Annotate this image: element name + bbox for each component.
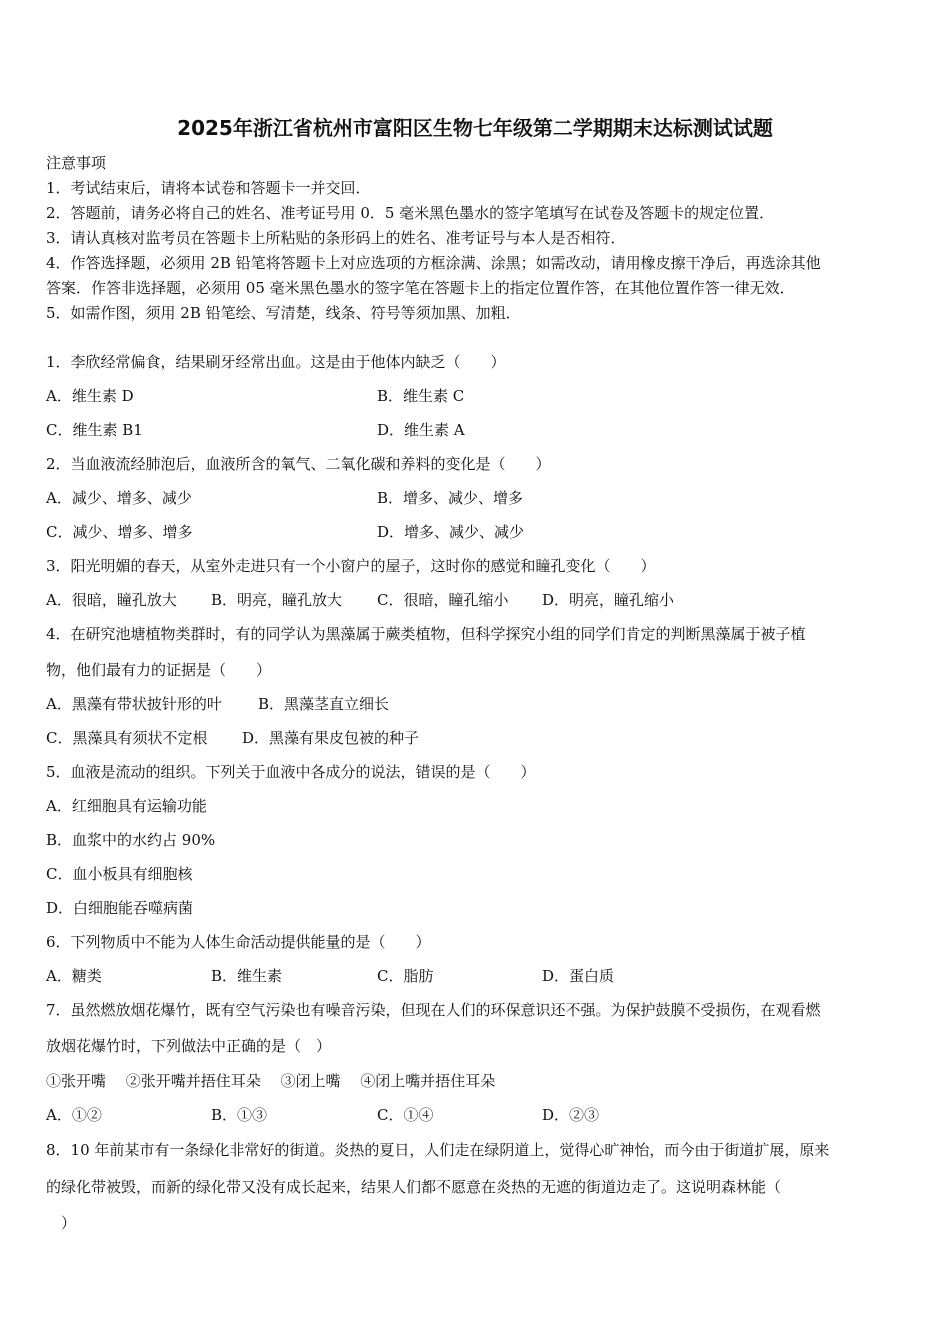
option-d: D．②③ [542,1106,600,1124]
option-d: D．明亮，瞳孔缩小 [542,591,675,609]
option-a: A．减少、增多、减少 [46,489,192,507]
notice-item: 3．请认真核对监考员在答题卡上所粘贴的条形码上的姓名、准考证号与本人是否相符． [46,229,626,247]
option-c: C．减少、增多、增多 [46,523,193,541]
option-b: B．①③ [211,1106,268,1124]
question-7-stem: 7．虽然燃放烟花爆竹，既有空气污染也有噪音污染，但现在人们的环保意识还不强。为保护鼓膜不受损伤，在观看燃 [46,1001,821,1019]
option-a: A．红细胞具有运输功能 [46,797,207,815]
option-a: A．①② [46,1106,102,1124]
option-b: B．维生素 C [377,387,465,405]
notice-item: 5．如需作图，须用 2B 铅笔绘、写清楚，线条、符号等须加黑、加粗． [46,304,521,322]
option-d: D．白细胞能吞噬病菌 [46,899,194,917]
notice-item: 答案．作答非选择题，必须用 05 毫米黑色墨水的签字笔在答题卡上的指定位置作答，在其他位置作答一律无效． [46,279,795,297]
option-c: C．维生素 B1 [46,421,143,439]
option-c: C．很暗，瞳孔缩小 [377,591,509,609]
notice-item: 2．答题前，请务必将自己的姓名、准考证号用 0．5 毫米黑色墨水的签字笔填写在试卷及答题卡的规定位置． [46,204,775,222]
option-a: A．很暗，瞳孔放大 [46,591,177,609]
option-c: C．脂肪 [377,967,434,985]
option-a: A．维生素 D [46,387,134,405]
question-8-stem-end: ） [46,1214,77,1232]
question-2-stem: 2．当血液流经肺泡后，血液所含的氧气、二氧化碳和养料的变化是（ ） [46,455,551,473]
question-5-stem: 5．血液是流动的组织。下列关于血液中各成分的说法，错误的是（ ） [46,763,536,781]
question-7-choices: ①张开嘴 ②张开嘴并捂住耳朵 ③闭上嘴 ④闭上嘴并捂住耳朵 [46,1072,496,1090]
option-b: B．明亮，瞳孔放大 [211,591,343,609]
page-title: 2025年浙江省杭州市富阳区生物七年级第二学期期末达标测试试题 [177,116,773,140]
option-c: C．血小板具有细胞核 [46,865,193,883]
notice-item: 4．作答选择题，必须用 2B 铅笔将答题卡上对应选项的方框涂满、涂黑；如需改动，请用橡皮擦干净后，再选涂其他 [46,254,821,272]
option-c: C．①④ [377,1106,434,1124]
option-b: B．增多、减少、增多 [377,489,524,507]
option-b: B．血浆中的水约占 90% [46,831,216,849]
option-b: B．维生素 [211,967,283,985]
notice-item: 1．考试结束后，请将本试卷和答题卡一并交回． [46,179,371,197]
notice-heading: 注意事项 [46,154,107,172]
option-d: D．维生素 A [377,421,465,439]
option-a: A．黑藻有带状披针形的叶 [46,695,222,713]
question-4-stem: 4．在研究池塘植物类群时，有的同学认为黑藻属于蕨类植物，但科学探究小组的同学们肯定的判断黑藻属于被子植 [46,625,806,643]
option-b: B．黑藻茎直立细长 [258,695,390,713]
question-8-stem-cont: 的绿化带被毁，而新的绿化带又没有成长起来，结果人们都不愿意在炎热的无遮的街道边走了。这说明森林能（ [46,1178,782,1196]
option-c: C．黑藻具有须状不定根 [46,729,208,747]
option-d: D．增多、减少、减少 [377,523,525,541]
question-6-stem: 6．下列物质中不能为人体生命活动提供能量的是（ ） [46,933,431,951]
question-4-stem-cont: 物，他们最有力的证据是（ ） [46,661,272,679]
option-d: D．黑藻有果皮包被的种子 [242,729,420,747]
option-a: A．糖类 [46,967,102,985]
question-8-stem: 8．10 年前某市有一条绿化非常好的街道。炎热的夏日，人们走在绿阴道上，觉得心旷神怡，而今由于街道扩展，原来 [46,1141,830,1159]
question-3-stem: 3．阳光明媚的春天，从室外走进只有一个小窗户的屋子，这时你的感觉和瞳孔变化（ ） [46,557,656,575]
option-d: D．蛋白质 [542,967,615,985]
question-1-stem: 1．李欣经常偏食，结果刷牙经常出血。这是由于他体内缺乏（ ） [46,353,506,371]
question-7-stem-cont: 放烟花爆竹时，下列做法中正确的是（ ） [46,1037,332,1055]
